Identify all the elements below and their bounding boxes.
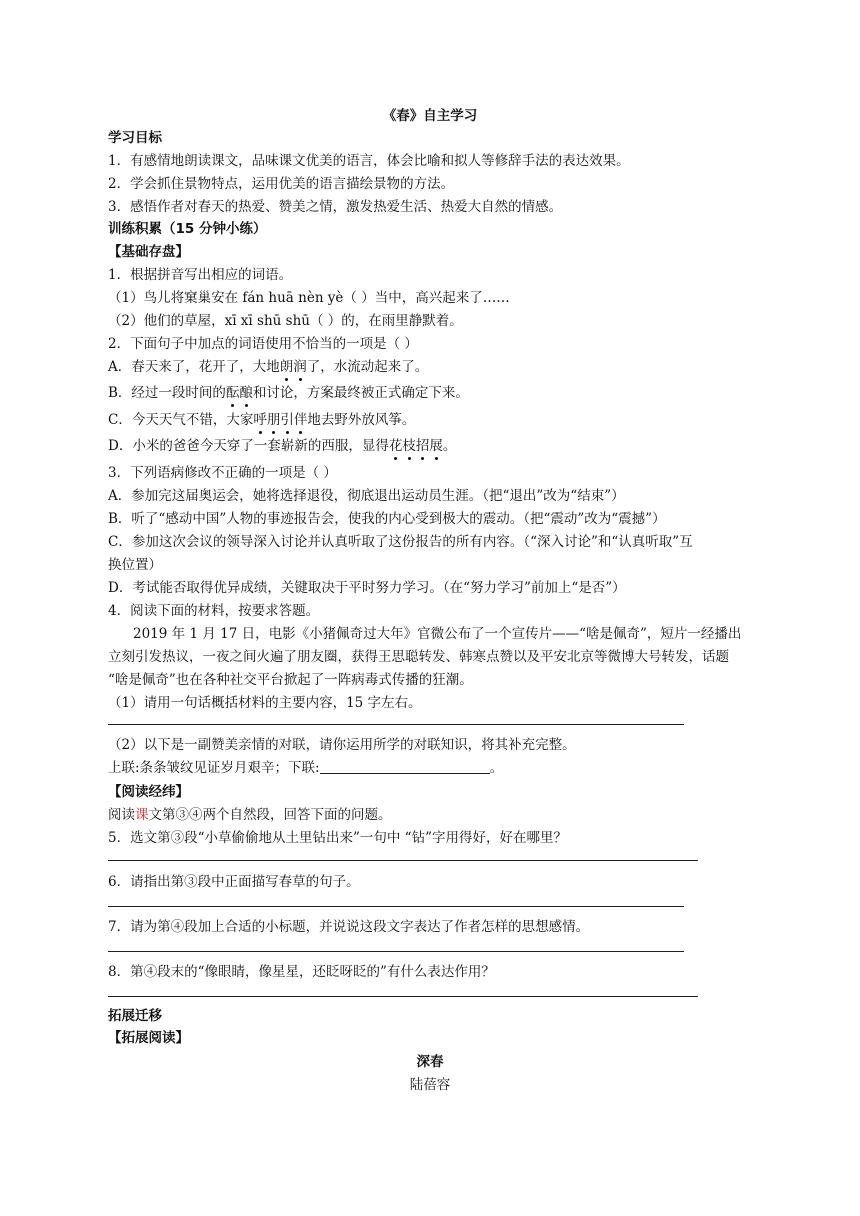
article-author: 陆蓓容 (409, 1077, 451, 1093)
couplet-line: 上联:条条皱纹见证岁月艰辛；下联: 。 (108, 760, 504, 776)
option-2c: C．今天天气不错，大家呼朋引伴地去野外放风筝。 (108, 412, 416, 428)
basic-heading: 【基础存盘】 (108, 244, 189, 260)
material-paragraph: 立刻引发热议，一夜之间火遍了朋友圈，获得王思聪转发、韩寒点赞以及平安北京等微博大号转发，话题 (108, 649, 729, 665)
answer-line[interactable] (108, 860, 698, 861)
option-2a: A．春天来了，花开了，大地朗润了，水流动起来了。 (108, 359, 429, 375)
option-3b: B．听了“感动中国”人物的事迹报告会，使我的内心受到极大的震动。（把“震动”改为“震撼”） (108, 511, 666, 527)
material-paragraph: 2019 年 1 月 17 日，电影《小猪佩奇过大年》官微公布了一个宣传片——“啥是佩奇”，短片一经播出 (133, 626, 742, 642)
question-1: 1．根据拼音写出相应的词语。 (108, 267, 293, 283)
question-4-1: （1）请用一句话概括材料的主要内容，15 字左右。 (108, 695, 422, 711)
reading-heading: 【阅读经纬】 (108, 784, 189, 800)
question-4-2: （2）以下是一副赞美亲情的对联，请你运用所学的对联知识，将其补充完整。 (108, 737, 576, 753)
option-3c-cont: 换位置） (108, 557, 162, 573)
question-5: 5．选文第③段“小草偷偷地从土里钻出来”一句中 “钻”字用得好，好在哪里？ (108, 830, 567, 846)
extension-heading: 拓展迁移 (108, 1008, 162, 1024)
training-heading: 训练积累（15 分钟小练） (108, 221, 267, 237)
answer-line[interactable] (108, 724, 684, 725)
goals-heading: 学习目标 (108, 130, 162, 146)
option-2b: B．经过一段时间的酝酿和讨论，方案最终被正式确定下来。 (108, 385, 469, 401)
option-3a: A．参加完这届奥运会，她将选择退役，彻底退出运动员生涯。（把“退出”改为“结束”） (108, 488, 625, 504)
couplet-blank[interactable] (320, 772, 490, 774)
goal-item: 3．感悟作者对春天的热爱、赞美之情，激发热爱生活、热爱大自然的情感。 (108, 199, 563, 215)
document-title: 《春》自主学习 (382, 108, 478, 124)
reading-intro: 阅读课文第③④两个自然段，回答下面的问题。 (108, 807, 392, 823)
question-7: 7．请为第④段加上合适的小标题，并说说这段文字表达了作者怎样的思想感情。 (108, 919, 590, 935)
article-title: 深春 (416, 1054, 444, 1070)
question-2: 2．下面句子中加点的词语使用不恰当的一项是（ ） (108, 336, 418, 352)
question-1b: （2）他们的草屋，xī xī shū shū（ ）的，在雨里静默着。 (108, 313, 463, 329)
material-paragraph: “啥是佩奇”也在各种社交平台掀起了一阵病毒式传播的狂潮。 (108, 672, 473, 688)
extension-subheading: 【拓展阅读】 (108, 1030, 189, 1046)
goal-item: 1．有感情地朗读课文，品味课文优美的语言，体会比喻和拟人等修辞手法的表达效果。 (108, 153, 630, 169)
answer-line[interactable] (108, 906, 684, 907)
question-3: 3．下列语病修改不正确的一项是（ ） (108, 465, 337, 481)
answer-line[interactable] (108, 996, 698, 997)
option-2d: D．小米的爸爸今天穿了一套崭新的西服，显得花枝招展。 (108, 438, 457, 454)
question-6: 6．请指出第③段中正面描写春草的句子。 (108, 874, 360, 890)
question-4: 4．阅读下面的材料，按要求答题。 (108, 603, 320, 619)
answer-line[interactable] (108, 951, 684, 952)
option-3d: D．考试能否取得优异成绩，关键取决于平时努力学习。（在“努力学习”前加上“是否”） (108, 580, 626, 596)
option-3c: C．参加这次会议的领导深入讨论并认真听取了这份报告的所有内容。（“深入讨论”和“认真听取”互 (108, 534, 693, 550)
goal-item: 2．学会抓住景物特点，运用优美的语言描绘景物的方法。 (108, 176, 455, 192)
question-1a: （1）鸟儿将窠巢安在 fán huā nèn yè（ ）当中，高兴起来了…… (108, 290, 510, 306)
question-8: 8．第④段末的“像眼睛，像星星，还眨呀眨的”有什么表达作用？ (108, 964, 495, 980)
